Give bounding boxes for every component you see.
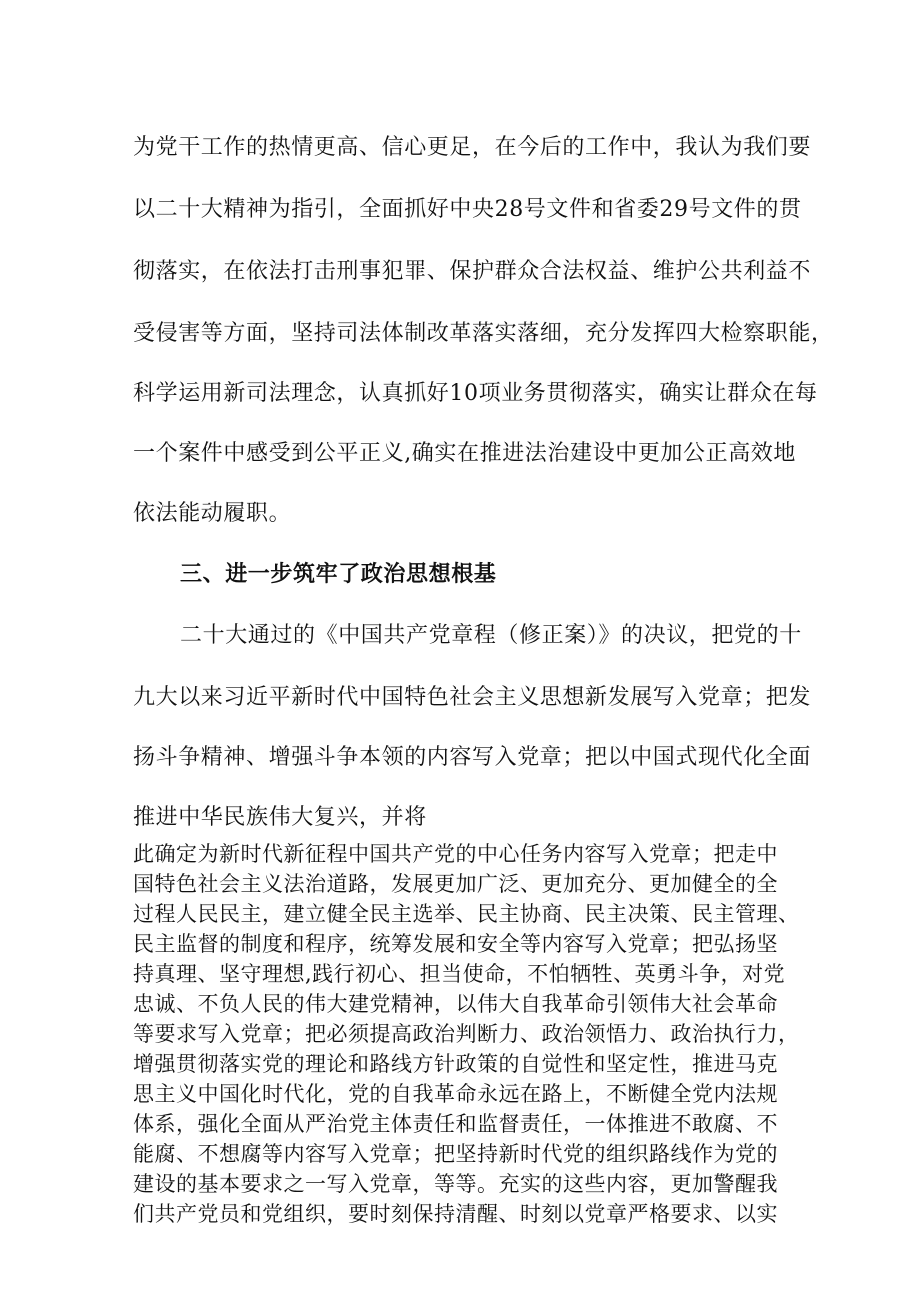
- paragraph-2-continued-line-4: 民主监督的制度和程序，统筹发展和安全等内容写入党章；把弘扬坚: [133, 932, 778, 956]
- paragraph-1-line-5: 科学运用新司法理念，认真抓好10项业务贯彻落实，确实让群众在每: [133, 381, 818, 406]
- paragraph-2-continued-line-6: 忠诚、不负人民的伟大建党精神，以伟大自我革命引领伟大社会革命: [133, 992, 778, 1016]
- paragraph-2-continued-line-8: 增强贯彻落实党的理论和路线方针政策的自觉性和坚定性，推进马克: [133, 1052, 778, 1076]
- paragraph-2-continued-line-5: 持真理、坚守理想,践行初心、担当使命，不怕牺牲、英勇斗争，对党: [133, 962, 786, 986]
- paragraph-2-continued-line-12: 建设的基本要求之一写入党章，等等。充实的这些内容，更加警醒我: [133, 1172, 778, 1196]
- paragraph-2-continued-line-10: 体系，强化全面从严治党主体责任和监督责任，一体推进不敢腐、不: [133, 1112, 778, 1136]
- paragraph-2-continued-line-7: 等要求写入党章；把必须提高政治判断力、政治领悟力、政治执行力，: [133, 1022, 800, 1046]
- paragraph-2-line-1: 二十大通过的《中国共产党章程（修正案）》的决议，把党的十: [180, 623, 802, 648]
- paragraph-2-continued-line-1: 此确定为新时代新征程中国共产党的中心任务内容写入党章；把走中: [133, 842, 778, 866]
- paragraph-1-line-1: 为党干工作的热情更高、信心更足，在今后的工作中，我认为我们要: [133, 135, 812, 160]
- paragraph-2-line-4: 推进中华民族伟大复兴，并将: [133, 805, 427, 830]
- paragraph-2-continued-line-11: 能腐、不想腐等内容写入党章；把坚持新时代党的组织路线作为党的: [133, 1142, 778, 1166]
- paragraph-2-continued-line-3: 过程人民民主，建立健全民主选举、民主协商、民主决策、民主管理、: [133, 902, 800, 926]
- paragraph-2-line-3: 扬斗争精神、增强斗争本领的内容写入党章；把以中国式现代化全面: [133, 745, 812, 770]
- paragraph-2-continued-line-13: 们共产党员和党组织，要时刻保持清醒、时刻以党章严格要求、以实: [133, 1202, 778, 1226]
- section-heading-3: 三、进一步筑牢了政治思想根基: [180, 561, 497, 587]
- paragraph-2-continued-line-2: 国特色社会主义法治道路，发展更加广泛、更加充分、更加健全的全: [133, 872, 778, 896]
- paragraph-1-line-6: 一个案件中感受到公平正义,确实在推进法治建设中更加公正高效地: [133, 441, 796, 466]
- paragraph-1-line-4: 受侵害等方面，坚持司法体制改革落实落细，充分发挥四大检察职能，: [133, 321, 834, 346]
- paragraph-1-line-2: 以二十大精神为指引，全面抓好中央28号文件和省委29号文件的贯: [133, 197, 802, 222]
- paragraph-2-continued-line-9: 思主义中国化时代化，党的自我革命永远在路上，不断健全党内法规: [133, 1082, 778, 1106]
- paragraph-1-line-7: 依法能动履职。: [133, 501, 292, 526]
- paragraph-1-line-3: 彻落实，在依法打击刑事犯罪、保护群众合法权益、维护公共利益不: [133, 259, 812, 284]
- paragraph-2-line-2: 九大以来习近平新时代中国特色社会主义思想新发展写入党章；把发: [133, 685, 812, 710]
